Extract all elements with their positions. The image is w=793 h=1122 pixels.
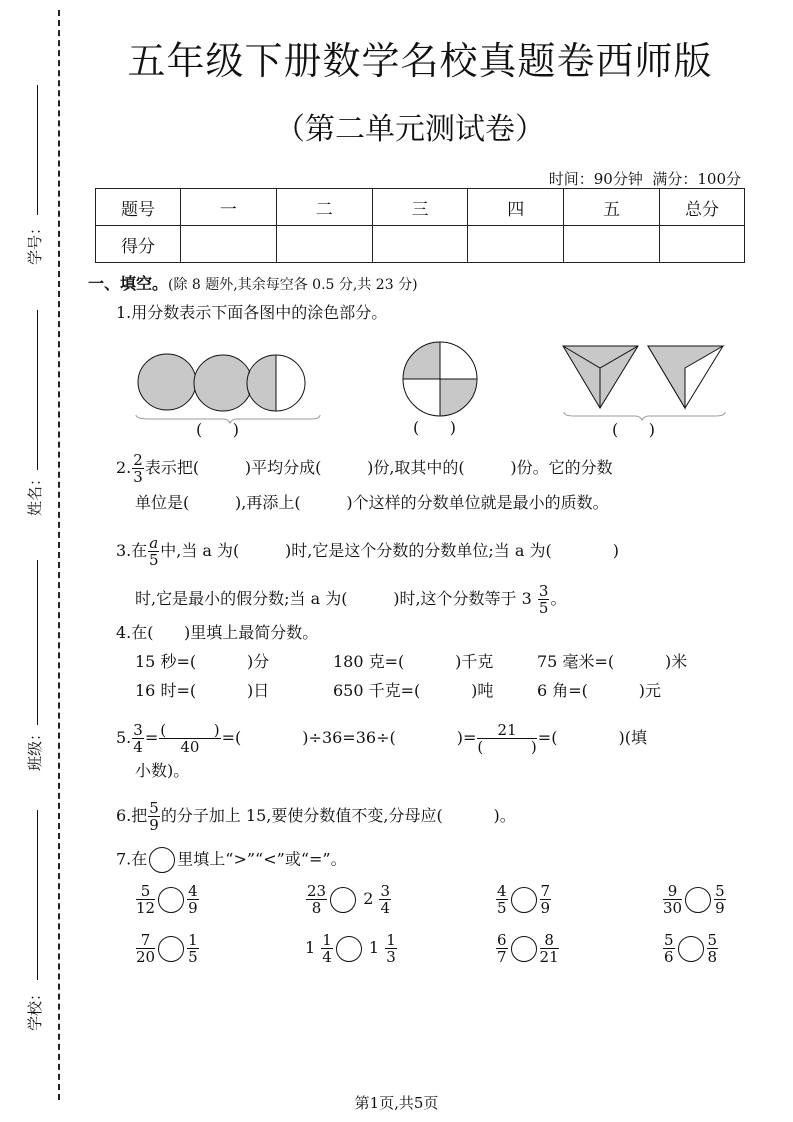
denominator: 30 [663,899,683,917]
fraction [159,722,220,755]
header-cell: 总分 [660,189,745,226]
q4-item: 15 秒=( )分 [135,652,270,671]
fraction [379,883,391,916]
comparison-item [495,883,552,916]
numerator: 5 [664,931,674,949]
q4-item: 650 千克=( )吨 [333,681,494,700]
whole-number: 1 [305,938,316,957]
brace-3 [564,412,725,420]
answer-circle[interactable] [685,887,711,913]
score-cell[interactable] [660,226,745,263]
denominator: 9 [540,899,551,917]
denominator: 4 [322,948,332,966]
numerator: 5 [707,931,718,949]
section-title: 一、填空。 [88,274,169,293]
q5-end: =( )(填 [537,728,647,747]
equals: = [144,728,159,747]
header-cell: 四 [468,189,564,226]
numerator: 1 [188,931,198,949]
denominator: 9 [188,899,198,917]
quarter-shade-1 [403,342,440,379]
denominator: 3 [133,468,143,486]
question-5 [116,722,647,755]
q1-blank-1[interactable]: ( ) [196,420,239,439]
score-table [95,188,745,263]
numerator: 6 [497,931,507,949]
header-cell: 二 [276,189,372,226]
question-7 [116,847,347,873]
student-id-label: 学号： [26,219,45,266]
q3-text-2: 时,它是最小的假分数;当 a 为( )时,这个分数等于 3 [135,589,532,608]
fraction [540,932,559,965]
denominator: 8 [707,948,718,966]
numerator: 3 [133,721,143,739]
q7-text: 7.在 [116,849,148,869]
fraction [496,883,508,916]
numerator: ( ) [160,721,220,739]
question-2 [116,452,613,485]
numerator: 2 [133,451,143,469]
numerator: 21 [477,722,536,739]
header-cell: 一 [181,189,277,226]
denominator: ( ) [477,738,537,756]
binding-dashed-line [58,10,60,1100]
fraction [132,452,144,485]
denominator: 8 [311,899,322,917]
numerator: 5 [149,799,159,817]
comparison-item [662,932,719,965]
page-number: 第1页,共5页 [354,1094,439,1112]
denominator: 3 [386,948,396,966]
name-line [37,310,38,470]
whole-number: 1 [368,938,380,957]
q-number: 3.在 [116,541,148,560]
numerator: 5 [715,882,725,900]
numerator: 1 [322,931,332,949]
fraction [477,722,536,755]
score-row [96,226,745,263]
denominator: 7 [497,948,507,966]
q7-text-2: 里填上“>”“<”或“=”。 [177,849,347,869]
denominator: 6 [664,948,674,966]
numerator: 7 [136,932,155,949]
fraction [496,932,508,965]
circle-icon [149,847,175,873]
fraction [538,583,550,616]
question-2-line-2: 单位是( ),再添上( )个这样的分数单位就是最小的质数。 [135,493,609,512]
numerator: 3 [380,882,391,900]
fraction [707,932,719,965]
comparison-item [135,932,200,965]
q4-item: 75 毫米=( )米 [537,652,688,671]
denominator: 20 [136,948,156,966]
question-3 [116,535,619,568]
quarter-shade-2 [440,379,477,416]
answer-circle[interactable] [158,936,184,962]
q3-text: 中,当 a 为( )时,它是这个分数的分数单位;当 a 为( ) [160,541,619,560]
q5-text: =( )÷36=36÷( )= [221,728,477,747]
fraction [321,932,333,965]
fraction [136,883,155,916]
numerator: a [149,534,159,552]
q-number: 5. [116,728,132,747]
score-table-header [96,189,745,226]
denominator: 5 [148,551,159,569]
fraction [136,932,155,965]
numerator: 23 [307,882,327,900]
question-5-line-2: 小数)。 [135,761,190,780]
class-line [37,560,38,725]
comparison-item [305,883,392,916]
numerator: 7 [540,882,551,900]
fraction [385,932,397,965]
denominator: 12 [136,899,156,917]
q4-item: 6 角=( )元 [537,681,662,700]
class-label: 班级： [26,725,45,772]
comparison-item [305,932,398,965]
fraction [714,883,726,916]
half-shade [248,355,276,411]
page-title: 五年级下册数学名校真题卷西师版 [127,39,713,83]
q1-blank-2[interactable]: ( ) [413,418,456,437]
answer-circle[interactable] [330,887,356,913]
fraction [148,800,160,833]
section-1-heading [88,274,418,295]
numerator: 8 [540,932,559,949]
answer-circle[interactable] [511,887,537,913]
name-label: 姓名： [26,470,45,517]
header-cell: 题号 [96,189,181,226]
denominator: 5 [188,948,198,966]
question-6 [116,800,516,833]
score-cell[interactable] [181,226,277,263]
q-number: 2. [116,458,132,477]
denominator: 9 [149,816,159,834]
answer-circle[interactable] [678,936,704,962]
question-3-line-2 [135,583,566,616]
answer-circle[interactable] [158,887,184,913]
denominator: 4 [133,738,143,756]
denominator: 21 [539,948,559,966]
fraction [187,883,199,916]
header-cell: 三 [372,189,468,226]
denominator: 5 [497,899,507,917]
question-1: 1.用分数表示下面各图中的涂色部分。 [116,303,388,322]
fraction [187,932,199,965]
numerator: 4 [497,882,507,900]
denominator: 40 [180,738,200,756]
numerator: 3 [538,582,549,600]
fraction [132,722,144,755]
circle-full-1 [138,354,196,410]
numerator: 5 [136,883,155,900]
comparison-item [135,883,200,916]
punct: 。 [550,589,567,608]
comparison-item [662,883,727,916]
answer-circle[interactable] [336,936,362,962]
school-label: 学校： [26,985,45,1032]
score-cell[interactable] [372,226,468,263]
denominator: 4 [380,899,391,917]
numerator: 4 [188,882,198,900]
score-cell[interactable] [468,226,564,263]
q1-blank-3[interactable]: ( ) [612,420,655,439]
denominator: 9 [715,899,725,917]
header-cell: 五 [564,189,660,226]
score-cell[interactable] [564,226,660,263]
denominator: 5 [538,599,549,617]
section-note: (除 8 题外,其余每空各 0.5 分,共 23 分) [168,277,418,293]
score-cell[interactable] [276,226,372,263]
whole-number: 2 [363,889,374,908]
school-line [37,810,38,980]
numerator: 9 [663,883,682,900]
fraction [663,932,675,965]
q4-item: 180 克=( )千克 [333,652,494,671]
page-subtitle: （第二单元测试卷） [275,112,545,147]
fraction [540,883,552,916]
fraction [663,883,682,916]
row-label: 得分 [96,226,181,263]
circle-full-2 [194,355,252,411]
comparison-item [495,932,560,965]
question-4: 4.在( )里填上最简分数。 [116,623,319,642]
q6-text: 的分子加上 15,要使分数值不变,分母应( )。 [160,806,516,825]
q2-text: 表示把( )平均分成( )份,取其中的( )份。它的分数 [144,458,613,477]
numerator: 1 [386,931,396,949]
answer-circle[interactable] [511,936,537,962]
q-number: 6.把 [116,806,148,825]
exam-meta: 时间：90分钟 满分：100分 [548,170,741,188]
q4-item: 16 时=( )日 [135,681,270,700]
fraction [148,535,159,568]
fraction [306,883,327,916]
